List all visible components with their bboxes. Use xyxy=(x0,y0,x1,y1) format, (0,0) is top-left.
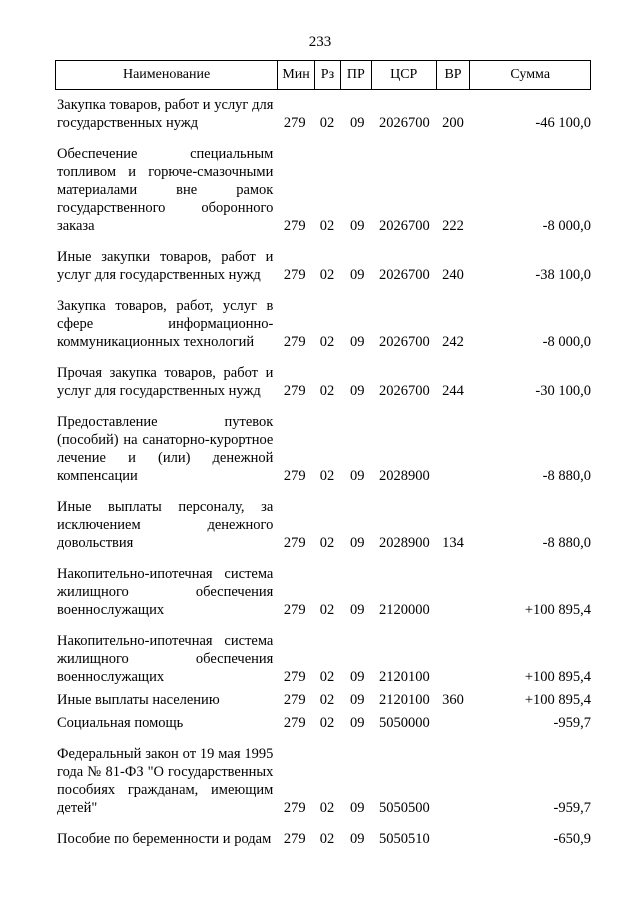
row-rz: 02 xyxy=(319,535,335,551)
row-pr: 09 xyxy=(350,535,365,551)
table-row xyxy=(57,714,591,732)
row-min: 279 xyxy=(283,602,306,618)
row-rz: 02 xyxy=(319,115,335,131)
row-min: 279 xyxy=(283,334,306,350)
row-pr: 09 xyxy=(350,692,365,708)
row-sum: +100 895,4 xyxy=(524,692,591,708)
row-vr: 242 xyxy=(442,334,464,350)
row-pr: 09 xyxy=(350,831,365,847)
table-row xyxy=(57,96,591,132)
header-rz: Рз xyxy=(315,61,341,89)
row-rz: 02 xyxy=(319,831,335,847)
table-row xyxy=(57,565,591,619)
row-sum: -959,7 xyxy=(553,800,591,816)
row-min: 279 xyxy=(283,383,306,399)
row-csr: 5050500 xyxy=(379,800,430,816)
row-sum: -8 000,0 xyxy=(542,334,591,350)
table-body xyxy=(57,96,591,861)
row-csr: 5050000 xyxy=(379,715,430,731)
row-min: 279 xyxy=(283,115,306,131)
row-sum: -959,7 xyxy=(553,715,591,731)
row-csr: 2120000 xyxy=(379,602,430,618)
page-number: 233 xyxy=(308,34,332,50)
row-sum: -8 880,0 xyxy=(542,468,591,484)
row-rz: 02 xyxy=(319,602,335,618)
header-min: Мин xyxy=(278,61,315,89)
header-csr: ЦСР xyxy=(372,61,437,89)
row-name: Накопительно-ипотечная система жилищного обеспечения военнослужащих xyxy=(57,633,274,685)
row-csr: 2026700 xyxy=(379,383,430,399)
row-sum: -8 000,0 xyxy=(542,218,591,234)
row-min: 279 xyxy=(283,800,306,816)
row-vr: 222 xyxy=(442,218,464,234)
header-sum: Сумма xyxy=(510,67,551,82)
row-rz: 02 xyxy=(319,800,335,816)
row-vr: 244 xyxy=(442,383,464,399)
row-vr: 134 xyxy=(442,535,464,551)
row-rz: 02 xyxy=(319,715,335,731)
row-min: 279 xyxy=(283,267,306,283)
row-vr: 200 xyxy=(442,115,464,131)
row-pr: 09 xyxy=(350,218,365,234)
row-sum: +100 895,4 xyxy=(524,669,591,685)
row-rz: 02 xyxy=(319,468,335,484)
row-csr: 5050510 xyxy=(379,831,430,847)
header-vr: ВР xyxy=(437,61,471,89)
row-pr: 09 xyxy=(350,468,365,484)
row-csr: 2026700 xyxy=(379,218,430,234)
row-pr: 09 xyxy=(350,267,365,283)
table-row xyxy=(57,145,591,235)
row-pr: 09 xyxy=(350,800,365,816)
row-min: 279 xyxy=(283,669,306,685)
row-csr: 2120100 xyxy=(379,692,430,708)
row-vr: 360 xyxy=(442,692,464,708)
row-name: Иные закупки товаров, работ и услуг для государственных нужд xyxy=(57,249,274,283)
row-rz: 02 xyxy=(319,692,335,708)
table-row xyxy=(57,691,591,709)
table-row xyxy=(57,413,591,485)
table-row xyxy=(57,364,591,400)
table-row xyxy=(57,498,591,552)
row-csr: 2026700 xyxy=(379,267,430,283)
row-min: 279 xyxy=(283,715,306,731)
row-name: Обеспечение специальным топливом и горюче-смазочными материалами вне рамок государственного оборонного заказа xyxy=(57,146,274,234)
row-min: 279 xyxy=(283,535,306,551)
row-sum: -30 100,0 xyxy=(535,383,591,399)
row-pr: 09 xyxy=(350,715,365,731)
row-name: Закупка товаров, работ, услуг в сфере информационно-коммуникационных технологий xyxy=(57,298,274,350)
row-pr: 09 xyxy=(350,383,365,399)
table-row xyxy=(57,297,591,351)
row-name: Закупка товаров, работ и услуг для государственных нужд xyxy=(57,97,274,131)
row-min: 279 xyxy=(283,692,306,708)
row-rz: 02 xyxy=(319,218,335,234)
row-name: Прочая закупка товаров, работ и услуг для государственных нужд xyxy=(57,365,274,399)
row-csr: 2120100 xyxy=(379,669,430,685)
row-name: Федеральный закон от 19 мая 1995 года № 81-ФЗ "О государственных пособиях гражданам, имеющим детей" xyxy=(57,746,274,816)
table-row xyxy=(57,745,591,817)
header-name: Наименование xyxy=(56,61,278,89)
table-header xyxy=(55,60,591,90)
row-min: 279 xyxy=(283,468,306,484)
row-rz: 02 xyxy=(319,334,335,350)
row-pr: 09 xyxy=(350,334,365,350)
table-row xyxy=(57,632,591,686)
header-pr: ПР xyxy=(341,61,372,89)
row-sum: +100 895,4 xyxy=(524,602,591,618)
row-rz: 02 xyxy=(319,267,335,283)
row-name: Социальная помощь xyxy=(57,715,184,731)
row-sum: -8 880,0 xyxy=(542,535,591,551)
row-sum: -46 100,0 xyxy=(535,115,591,131)
row-pr: 09 xyxy=(350,115,365,131)
row-csr: 2026700 xyxy=(379,115,430,131)
table-row xyxy=(57,248,591,284)
row-name: Пособие по беременности и родам xyxy=(57,831,272,847)
row-rz: 02 xyxy=(319,669,335,685)
row-name: Накопительно-ипотечная система жилищного обеспечения военнослужащих xyxy=(57,566,274,618)
row-rz: 02 xyxy=(319,383,335,399)
row-sum: -650,9 xyxy=(553,831,591,847)
row-vr: 240 xyxy=(442,267,464,283)
row-min: 279 xyxy=(283,831,306,847)
row-name: Иные выплаты населению xyxy=(57,692,220,708)
row-pr: 09 xyxy=(350,669,365,685)
row-pr: 09 xyxy=(350,602,365,618)
row-name: Предоставление путевок (пособий) на санаторно-курортное лечение и (или) денежной компенсации xyxy=(57,414,274,484)
row-csr: 2026700 xyxy=(379,334,430,350)
row-csr: 2028900 xyxy=(379,468,430,484)
row-csr: 2028900 xyxy=(379,535,430,551)
row-sum: -38 100,0 xyxy=(535,267,591,283)
row-name: Иные выплаты персоналу, за исключением денежного довольствия xyxy=(57,499,274,551)
row-min: 279 xyxy=(283,218,306,234)
table-row xyxy=(57,830,591,848)
